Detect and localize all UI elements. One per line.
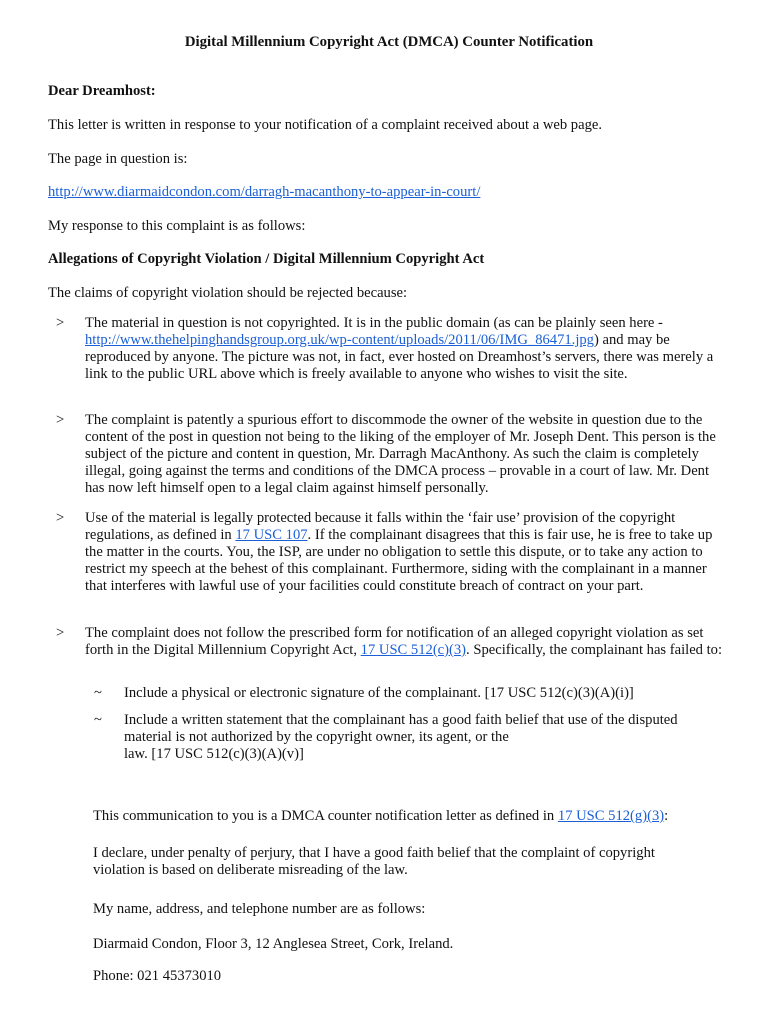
counter-text: This communication to you is a DMCA counter notification letter as defined in — [93, 808, 555, 824]
bullet-text: . If the complainant disagrees that this is fair use, he is free to take up the matter in the courts. You, the ISP, are under no obligation to settle this dispute, or to take any action to restrict my speech at the behest of this complainant. Furthermore, siding with the complainant in a manner that interferes with lawful use of your facilities could constitute breach of contract on your part. — [85, 527, 713, 594]
sub-item-line: material is not authorized by the copyright owner, its agent, or the — [124, 729, 509, 745]
bullet-spurious-complaint — [85, 412, 725, 497]
counter-notification-paragraph — [93, 808, 733, 825]
counter-end: : — [664, 808, 669, 824]
section-heading: Allegations of Copyright Violation / Digital Millennium Copyright Act — [48, 251, 485, 267]
sub-marker: ~ — [94, 685, 102, 701]
bullet-fair-use — [85, 510, 725, 595]
response-intro: My response to this complaint is as follows: — [48, 218, 306, 234]
bullet-text: . Specifically, the complainant has failed to: — [466, 642, 723, 658]
bullet-text: ) and may be reproduced by anyone. The picture was not, in fact, ever hosted on Dreamhost’s servers, there was merely a link to the public URL above which is freely available to anyone who wishes to visit the site. — [85, 332, 714, 382]
bullet-marker: > — [56, 510, 65, 526]
bullet-text: The complaint is patently a spurious effort to discommode the owner of the website in question due to the content of the post in question not being to the liking of the employer of Mr. Joseph Dent. This person is the subject of the picture and content in question, Mr. Darragh MacAnthony. As such the claim is completely illegal, going against the terms and conditions of the DMCA process – provable in a court of law. Mr. Dent has now left himself open to a legal claim against himself personally. — [85, 412, 716, 496]
usc-512g3-link[interactable]: 17 USC 512(g)(3) — [557, 808, 665, 824]
bullet-marker: > — [56, 412, 65, 428]
intro-paragraph: This letter is written in response to your notification of a complaint received about a web page. — [48, 117, 602, 133]
usc-512c3-link[interactable]: 17 USC 512(c)(3) — [360, 642, 467, 658]
bullet-improper-form — [85, 625, 725, 659]
sub-item-statement — [124, 712, 724, 763]
document-title: Digital Millennium Copyright Act (DMCA) Counter Notification — [184, 34, 594, 50]
bullet-text: Use of the material is legally protected because it falls within the ‘fair use’ provision of the copyright regulations, as defined in — [85, 510, 676, 543]
claims-intro: The claims of copyright violation should be rejected because: — [48, 285, 408, 301]
sub-item-line: Include a written statement that the complainant has a good faith belief that use of the disputed — [124, 712, 678, 728]
sub-item-line: law. [17 USC 512(c)(3)(A)(v)] — [124, 746, 304, 762]
declaration-paragraph: I declare, under penalty of perjury, that I have a good faith belief that the complaint of copyright violation is based on deliberate misreading of the law. — [93, 845, 655, 878]
address: Diarmaid Condon, Floor 3, 12 Anglesea Street, Cork, Ireland. — [93, 936, 454, 952]
page-url-link[interactable]: http://www.diarmaidcondon.com/darragh-macanthony-to-appear-in-court/ — [48, 184, 481, 200]
sub-marker: ~ — [94, 712, 102, 728]
bullet-text: The material in question is not copyrighted. It is in the public domain (as can be plainly seen here - — [85, 315, 663, 331]
phone: Phone: 021 45373010 — [93, 968, 222, 984]
bullet-text: The complaint does not follow the prescribed form for notification of an alleged copyright violation as set forth in the Digital Millennium Copyright Act, — [85, 625, 704, 658]
public-image-link[interactable]: http://www.thehelpinghandsgroup.org.uk/wp-content/uploads/2011/06/IMG_86471.jpg — [85, 332, 594, 348]
bullet-public-domain — [85, 315, 725, 383]
salutation: Dear Dreamhost: — [48, 83, 156, 99]
page-label: The page in question is: — [48, 151, 188, 167]
sub-item-signature: Include a physical or electronic signature of the complainant. [17 USC 512(c)(3)(A)(i)] — [124, 685, 634, 701]
bullet-marker: > — [56, 315, 65, 331]
contact-intro: My name, address, and telephone number are as follows: — [93, 901, 426, 917]
usc-107-link[interactable]: 17 USC 107 — [235, 527, 308, 543]
bullet-marker: > — [56, 625, 65, 641]
